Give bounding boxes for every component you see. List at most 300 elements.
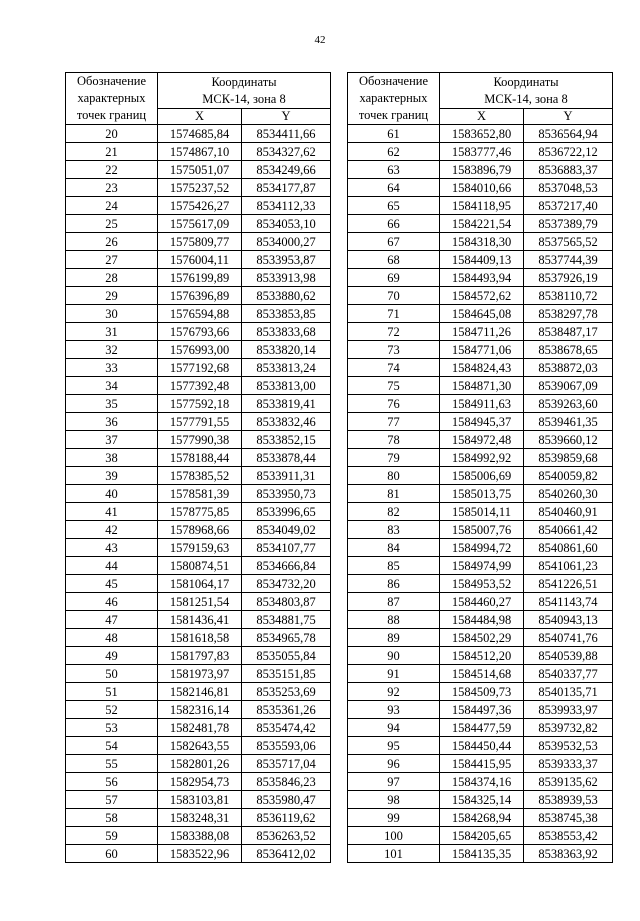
table-row: [66, 791, 331, 809]
table-row: [348, 827, 613, 845]
y-value: 8533820,14: [242, 341, 331, 359]
point-number: 34: [66, 377, 158, 395]
point-number: 69: [348, 269, 440, 287]
table-row: [66, 557, 331, 575]
y-value: 8538363,92: [524, 845, 613, 863]
point-number: 61: [348, 125, 440, 143]
table-row: [66, 431, 331, 449]
point-number: 28: [66, 269, 158, 287]
table-row: [66, 377, 331, 395]
point-number: 31: [66, 323, 158, 341]
y-value: 8537744,39: [524, 251, 613, 269]
point-number: 35: [66, 395, 158, 413]
x-value: 1576396,89: [158, 287, 242, 305]
x-value: 1584992,92: [440, 449, 524, 467]
coordinates-title: Координаты: [211, 74, 277, 89]
table-row: [348, 521, 613, 539]
point-number: 52: [66, 701, 158, 719]
table-row: [348, 431, 613, 449]
table-row: [348, 737, 613, 755]
x-value: 1576793,66: [158, 323, 242, 341]
x-value: 1584497,36: [440, 701, 524, 719]
point-number: 71: [348, 305, 440, 323]
x-value: 1582954,73: [158, 773, 242, 791]
table-row: [348, 287, 613, 305]
y-value: 8540539,88: [524, 647, 613, 665]
y-value: 8537926,19: [524, 269, 613, 287]
table-row: [348, 251, 613, 269]
point-number: 24: [66, 197, 158, 215]
x-value: 1578581,39: [158, 485, 242, 503]
y-header: Y: [524, 109, 613, 125]
point-number: 88: [348, 611, 440, 629]
y-value: 8535980,47: [242, 791, 331, 809]
x-value: 1583652,80: [440, 125, 524, 143]
table-row: [66, 647, 331, 665]
table-row: [66, 773, 331, 791]
x-value: 1578385,52: [158, 467, 242, 485]
table-row: [348, 503, 613, 521]
y-value: 8533832,46: [242, 413, 331, 431]
y-value: 8533813,00: [242, 377, 331, 395]
coordinates-table-left: [65, 72, 331, 863]
x-value: 1581251,54: [158, 593, 242, 611]
table-row: [348, 143, 613, 161]
y-value: 8534803,87: [242, 593, 331, 611]
x-value: 1579159,63: [158, 539, 242, 557]
page-number: 42: [314, 34, 326, 46]
table-row: [66, 251, 331, 269]
table-row: [66, 521, 331, 539]
y-value: 8538110,72: [524, 287, 613, 305]
table-row: [348, 341, 613, 359]
table-row: [348, 593, 613, 611]
x-value: 1584205,65: [440, 827, 524, 845]
table-row: [66, 359, 331, 377]
y-value: 8533913,98: [242, 269, 331, 287]
point-number: 48: [66, 629, 158, 647]
x-header: X: [158, 109, 242, 125]
table-row: [348, 611, 613, 629]
x-value: 1574867,10: [158, 143, 242, 161]
point-number: 78: [348, 431, 440, 449]
y-value: 8539461,35: [524, 413, 613, 431]
coordinates-header: [158, 73, 331, 109]
point-number: 40: [66, 485, 158, 503]
y-value: 8539135,62: [524, 773, 613, 791]
y-value: 8536722,12: [524, 143, 613, 161]
point-number: 90: [348, 647, 440, 665]
table-row: [348, 269, 613, 287]
point-number: 60: [66, 845, 158, 863]
point-number: 97: [348, 773, 440, 791]
point-number: 66: [348, 215, 440, 233]
y-value: 8533996,65: [242, 503, 331, 521]
point-header: [348, 73, 440, 125]
y-value: 8534177,87: [242, 179, 331, 197]
point-number: 41: [66, 503, 158, 521]
x-value: 1584502,29: [440, 629, 524, 647]
x-value: 1577592,18: [158, 395, 242, 413]
x-value: 1584118,95: [440, 197, 524, 215]
point-number: 99: [348, 809, 440, 827]
y-value: 8535253,69: [242, 683, 331, 701]
x-value: 1584953,52: [440, 575, 524, 593]
table-row: [348, 197, 613, 215]
table-row: [66, 179, 331, 197]
table-row: [66, 197, 331, 215]
table-row: [348, 305, 613, 323]
point-number: 30: [66, 305, 158, 323]
y-value: 8537217,40: [524, 197, 613, 215]
point-number: 42: [66, 521, 158, 539]
x-value: 1584374,16: [440, 773, 524, 791]
x-value: 1581064,17: [158, 575, 242, 593]
y-value: 8536119,62: [242, 809, 331, 827]
point-number: 62: [348, 143, 440, 161]
x-value: 1584911,63: [440, 395, 524, 413]
point-number: 101: [348, 845, 440, 863]
y-value: 8533911,31: [242, 467, 331, 485]
x-value: 1583248,31: [158, 809, 242, 827]
point-number: 84: [348, 539, 440, 557]
x-value: 1575051,07: [158, 161, 242, 179]
point-number: 96: [348, 755, 440, 773]
point-number: 95: [348, 737, 440, 755]
table-row: [348, 791, 613, 809]
table-row: [348, 755, 613, 773]
point-number: 22: [66, 161, 158, 179]
y-value: 8533819,41: [242, 395, 331, 413]
point-number: 98: [348, 791, 440, 809]
table-row: [66, 143, 331, 161]
point-number: 26: [66, 233, 158, 251]
y-value: 8533953,87: [242, 251, 331, 269]
y-value: 8533950,73: [242, 485, 331, 503]
table-row: [66, 287, 331, 305]
x-value: 1584135,35: [440, 845, 524, 863]
point-number: 21: [66, 143, 158, 161]
point-number: 91: [348, 665, 440, 683]
y-value: 8534411,66: [242, 125, 331, 143]
point-number: 70: [348, 287, 440, 305]
point-number: 44: [66, 557, 158, 575]
x-value: 1584945,37: [440, 413, 524, 431]
y-value: 8534965,78: [242, 629, 331, 647]
point-number: 25: [66, 215, 158, 233]
x-value: 1584325,14: [440, 791, 524, 809]
x-value: 1576594,88: [158, 305, 242, 323]
point-header-line: Обозначение: [76, 74, 147, 88]
point-number: 53: [66, 719, 158, 737]
x-value: 1584512,20: [440, 647, 524, 665]
x-value: 1584871,30: [440, 377, 524, 395]
table-row: [348, 377, 613, 395]
x-value: 1584645,08: [440, 305, 524, 323]
table-row: [348, 449, 613, 467]
y-value: 8539333,37: [524, 755, 613, 773]
y-value: 8540135,71: [524, 683, 613, 701]
y-value: 8537389,79: [524, 215, 613, 233]
y-value: 8540943,13: [524, 611, 613, 629]
y-value: 8538297,78: [524, 305, 613, 323]
x-value: 1576199,89: [158, 269, 242, 287]
point-number: 27: [66, 251, 158, 269]
table-row: [66, 395, 331, 413]
point-number: 37: [66, 431, 158, 449]
point-number: 81: [348, 485, 440, 503]
coordinates-title: Координаты: [493, 74, 559, 89]
y-value: 8535846,23: [242, 773, 331, 791]
y-value: 8538745,38: [524, 809, 613, 827]
y-value: 8539660,12: [524, 431, 613, 449]
table-row: [348, 359, 613, 377]
x-value: 1583522,96: [158, 845, 242, 863]
y-value: 8535474,42: [242, 719, 331, 737]
table-row: [348, 557, 613, 575]
table-row: [66, 485, 331, 503]
table-row: [348, 161, 613, 179]
point-number: 94: [348, 719, 440, 737]
point-number: 39: [66, 467, 158, 485]
point-number: 32: [66, 341, 158, 359]
y-value: 8539933,97: [524, 701, 613, 719]
point-number: 82: [348, 503, 440, 521]
x-value: 1576004,11: [158, 251, 242, 269]
table-row: [66, 575, 331, 593]
point-number: 76: [348, 395, 440, 413]
y-value: 8534049,02: [242, 521, 331, 539]
point-number: 74: [348, 359, 440, 377]
x-value: 1577392,48: [158, 377, 242, 395]
coordinate-system: МСК-14, зона 8: [202, 91, 286, 106]
x-value: 1584824,43: [440, 359, 524, 377]
point-number: 75: [348, 377, 440, 395]
x-value: 1585014,11: [440, 503, 524, 521]
y-value: 8535055,84: [242, 647, 331, 665]
x-value: 1584711,26: [440, 323, 524, 341]
y-value: 8541143,74: [524, 593, 613, 611]
y-value: 8533852,15: [242, 431, 331, 449]
table-row: [348, 575, 613, 593]
y-value: 8533878,44: [242, 449, 331, 467]
table-row: [66, 845, 331, 863]
point-number: 79: [348, 449, 440, 467]
y-value: 8534249,66: [242, 161, 331, 179]
y-value: 8537048,53: [524, 179, 613, 197]
x-value: 1583896,79: [440, 161, 524, 179]
x-value: 1584972,48: [440, 431, 524, 449]
table-row: [348, 179, 613, 197]
x-value: 1583777,46: [440, 143, 524, 161]
x-value: 1582316,14: [158, 701, 242, 719]
y-value: 8533833,68: [242, 323, 331, 341]
point-number: 93: [348, 701, 440, 719]
y-value: 8534053,10: [242, 215, 331, 233]
table-row: [66, 161, 331, 179]
point-number: 63: [348, 161, 440, 179]
point-number: 33: [66, 359, 158, 377]
point-number: 43: [66, 539, 158, 557]
x-value: 1581618,58: [158, 629, 242, 647]
table-row: [348, 845, 613, 863]
table-row: [348, 719, 613, 737]
x-header: X: [440, 109, 524, 125]
x-value: 1575426,27: [158, 197, 242, 215]
y-header: Y: [242, 109, 331, 125]
table-row: [348, 773, 613, 791]
y-value: 8534112,33: [242, 197, 331, 215]
point-number: 56: [66, 773, 158, 791]
x-value: 1584450,44: [440, 737, 524, 755]
table-row: [348, 683, 613, 701]
y-value: 8539263,60: [524, 395, 613, 413]
table-row: [66, 755, 331, 773]
x-value: 1580874,51: [158, 557, 242, 575]
y-value: 8534666,84: [242, 557, 331, 575]
x-value: 1581436,41: [158, 611, 242, 629]
x-value: 1584771,06: [440, 341, 524, 359]
y-value: 8536263,52: [242, 827, 331, 845]
y-value: 8538553,42: [524, 827, 613, 845]
table-row: [348, 629, 613, 647]
point-header-line: характерных: [77, 91, 146, 105]
x-value: 1582801,26: [158, 755, 242, 773]
point-header-line: характерных: [359, 91, 428, 105]
table-row: [66, 215, 331, 233]
x-value: 1582481,78: [158, 719, 242, 737]
point-number: 100: [348, 827, 440, 845]
y-value: 8537565,52: [524, 233, 613, 251]
table-row: [348, 467, 613, 485]
x-value: 1585007,76: [440, 521, 524, 539]
y-value: 8540861,60: [524, 539, 613, 557]
point-number: 54: [66, 737, 158, 755]
x-value: 1578188,44: [158, 449, 242, 467]
point-number: 64: [348, 179, 440, 197]
table-row: [66, 449, 331, 467]
x-value: 1584509,73: [440, 683, 524, 701]
point-number: 51: [66, 683, 158, 701]
y-value: 8533880,62: [242, 287, 331, 305]
y-value: 8536883,37: [524, 161, 613, 179]
y-value: 8536564,94: [524, 125, 613, 143]
x-value: 1584460,27: [440, 593, 524, 611]
y-value: 8534881,75: [242, 611, 331, 629]
point-number: 77: [348, 413, 440, 431]
point-number: 38: [66, 449, 158, 467]
x-value: 1581973,97: [158, 665, 242, 683]
point-header-line: Обозначение: [358, 74, 429, 88]
coordinates-table-right: [347, 72, 613, 863]
y-value: 8533813,24: [242, 359, 331, 377]
point-number: 57: [66, 791, 158, 809]
point-number: 49: [66, 647, 158, 665]
y-value: 8535151,85: [242, 665, 331, 683]
y-value: 8538678,65: [524, 341, 613, 359]
table-row: [66, 629, 331, 647]
point-number: 47: [66, 611, 158, 629]
point-number: 59: [66, 827, 158, 845]
point-number: 72: [348, 323, 440, 341]
x-value: 1583103,81: [158, 791, 242, 809]
table-row: [66, 125, 331, 143]
point-header: [66, 73, 158, 125]
y-value: 8534732,20: [242, 575, 331, 593]
point-header-line: точек границ: [358, 108, 429, 122]
y-value: 8540661,42: [524, 521, 613, 539]
x-value: 1584477,59: [440, 719, 524, 737]
table-row: [66, 611, 331, 629]
coordinate-system: МСК-14, зона 8: [484, 91, 568, 106]
table-row: [348, 539, 613, 557]
x-value: 1575617,09: [158, 215, 242, 233]
point-number: 87: [348, 593, 440, 611]
table-row: [66, 737, 331, 755]
y-value: 8539532,53: [524, 737, 613, 755]
coordinates-header: [440, 73, 613, 109]
x-value: 1578775,85: [158, 503, 242, 521]
y-value: 8538939,53: [524, 791, 613, 809]
table-row: [66, 233, 331, 251]
point-number: 23: [66, 179, 158, 197]
y-value: 8534000,27: [242, 233, 331, 251]
x-value: 1583388,08: [158, 827, 242, 845]
x-value: 1578968,66: [158, 521, 242, 539]
x-value: 1575809,77: [158, 233, 242, 251]
table-row: [66, 665, 331, 683]
table-body-left: [66, 125, 331, 863]
x-value: 1582643,55: [158, 737, 242, 755]
x-value: 1584409,13: [440, 251, 524, 269]
y-value: 8534107,77: [242, 539, 331, 557]
y-value: 8535717,04: [242, 755, 331, 773]
table-row: [66, 719, 331, 737]
point-number: 20: [66, 125, 158, 143]
x-value: 1584484,98: [440, 611, 524, 629]
point-number: 46: [66, 593, 158, 611]
table-row: [348, 413, 613, 431]
point-number: 68: [348, 251, 440, 269]
x-value: 1584974,99: [440, 557, 524, 575]
point-number: 65: [348, 197, 440, 215]
y-value: 8538872,03: [524, 359, 613, 377]
x-value: 1577791,55: [158, 413, 242, 431]
table-row: [348, 125, 613, 143]
x-value: 1584318,30: [440, 233, 524, 251]
table-row: [348, 215, 613, 233]
y-value: 8535361,26: [242, 701, 331, 719]
x-value: 1581797,83: [158, 647, 242, 665]
y-value: 8534327,62: [242, 143, 331, 161]
x-value: 1584415,95: [440, 755, 524, 773]
x-value: 1584010,66: [440, 179, 524, 197]
table-row: [66, 413, 331, 431]
table-row: [348, 323, 613, 341]
point-number: 85: [348, 557, 440, 575]
point-header-line: точек границ: [76, 108, 147, 122]
table-row: [66, 827, 331, 845]
x-value: 1584514,68: [440, 665, 524, 683]
y-value: 8539859,68: [524, 449, 613, 467]
x-value: 1577192,68: [158, 359, 242, 377]
y-value: 8540337,77: [524, 665, 613, 683]
y-value: 8541226,51: [524, 575, 613, 593]
table-body-right: [348, 125, 613, 863]
point-number: 58: [66, 809, 158, 827]
y-value: 8533853,85: [242, 305, 331, 323]
x-value: 1576993,00: [158, 341, 242, 359]
